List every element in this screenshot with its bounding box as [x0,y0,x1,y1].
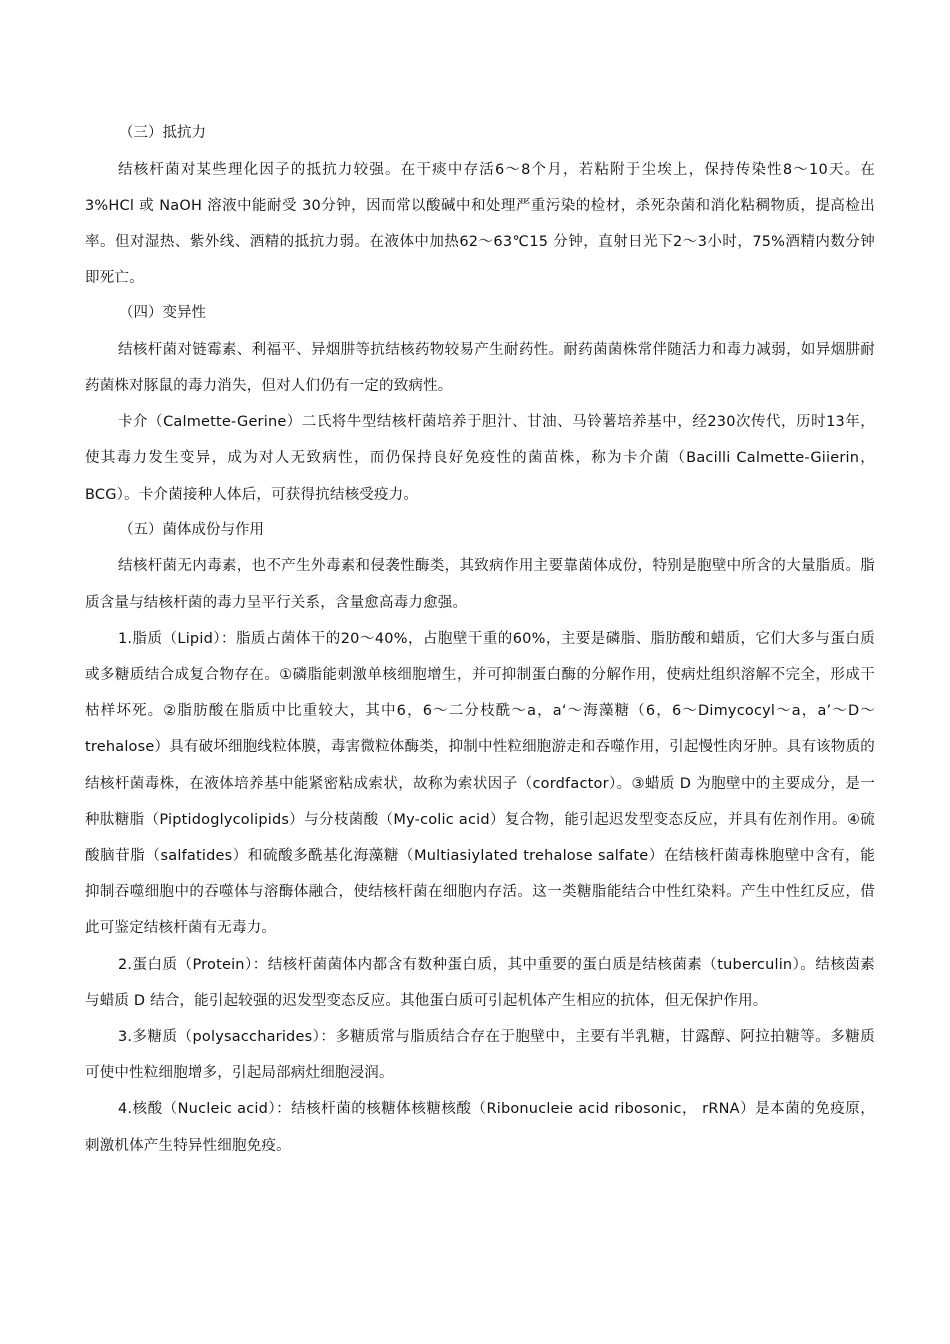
paragraph-bcg: 卡介（Calmette-Gerine）二氏将牛型结核杆菌培养于胆汁、甘油、马铃薯培养基中，经230次传代，历时13年，使其毒力发生变异，成为对人无致病性，而仍保持良好免疫性的菌苗株，称为卡介菌（Bacilli Calmette-Giierin，BCG）。卡介菌接种人体后，可获得抗结核受疫力。 [85,414,875,503]
section-heading-components: （五）菌体成份与作用 [119,521,264,538]
paragraph-nucleic-acid: 4.核酸（Nucleic acid）：结核杆菌的核糖体核糖核酸（Ribonucleie acid ribosonic， rRNA）是本菌的免疫原，刺激机体产生特异性细胞免疫。 [85,1101,876,1154]
section-heading-resistance: （三）抵抗力 [119,125,206,141]
paragraph-resistance: 结核杆菌对某些理化因子的抵抗力较强。在干痰中存活6～8个月，若粘附于尘埃上，保持传染性8～10天。在3%HCl 或 NaOH 溶液中能耐受 30分钟，因而常以酸碱中和处理严重污染的检材，杀死杂菌和消化粘稠物质，提高检出率。但对湿热、紫外线、酒精的抵抗力弱。在液体中加热62～63℃15 分钟，直射日光下2～3小时，75%酒精内数分钟即死亡。 [85,161,875,287]
section-heading-variability: （四）变异性 [119,305,206,322]
paragraph-protein: 2.蛋白质（Protein）：结核杆菌菌体内都含有数种蛋白质，其中重要的蛋白质是结核菌素（tuberculin）。结核茵素与蜡质 D 结合，能引起较强的迟发型变态反应。其他蛋白质可引起机体产生相应的抗体，但无保护作用。 [85,956,875,1009]
paragraph-lipid: 1.脂质（Lipid）：脂质占菌体干的20～40%，占胞壁干重的60%，主要是磷脂、脂肪酸和蜡质，它们大多与蛋白质或多糖质结合成复合物存在。①磷脂能刺激单核细胞增生，并可抑制蛋白酶的分解作用，使病灶组织溶解不完全，形成干枯样坏死。②脂肪酸在脂质中比重较大，其中6，6～二分枝酰～a，a‘～海藻糖（6，6～Dimycocyl～a，a’～D～trehalose）具有破坏细胞线粒体膜，毒害微粒体酶类，抑制中性粒细胞游走和吞噬作用，引起慢性肉牙肿。具有该物质的结核杆菌毒株，在液体培养基中能紧密粘成索状，故称为索状因子（cordfactor）。③蜡质 D 为胞壁中的主要成分，是一种肽糖脂（Piptidoglycolipids）与分枝菌酸（My-colic acid）复合物，能引起迟发型变态反应，并具有佐剂作用。④硫酸脑苷脂（salfatides）和硫酸多酰基化海藻糖（Multiasiylated trehalose salfate）在结核杆菌毒株胞壁中含有，能抑制吞噬细胞中的吞噬体与溶酶体融合，使结核杆菌在细胞内存活。这一类糖脂能结合中性红染料。产生中性红反应，借此可鉴定结核杆菌有无毒力。 [85,630,875,937]
document-page [85,116,875,1164]
paragraph-polysaccharides: 3.多糖质（polysaccharides）：多糖质常与脂质结合存在于胞壁中，主要有半乳糖，甘露醇、阿拉拍糖等。多糖质可使中性粒细胞增多，引起局部病灶细胞浸润。 [85,1028,875,1082]
paragraph-components-intro: 结核杆菌无内毒素，也不产生外毒素和侵袭性酶类，其致病作用主要靠菌体成份，特别是胞壁中所含的大量脂质。脂质含量与结核杆菌的毒力呈平行关系，含量愈高毒力愈强。 [85,558,875,611]
paragraph-drug-resistance: 结核杆菌对链霉素、利福平、异烟肼等抗结核药物较易产生耐药性。耐药菌菌株常伴随活力和毒力减弱，如异烟肼耐药菌株对豚鼠的毒力消失，但对人们仍有一定的致病性。 [85,341,875,395]
